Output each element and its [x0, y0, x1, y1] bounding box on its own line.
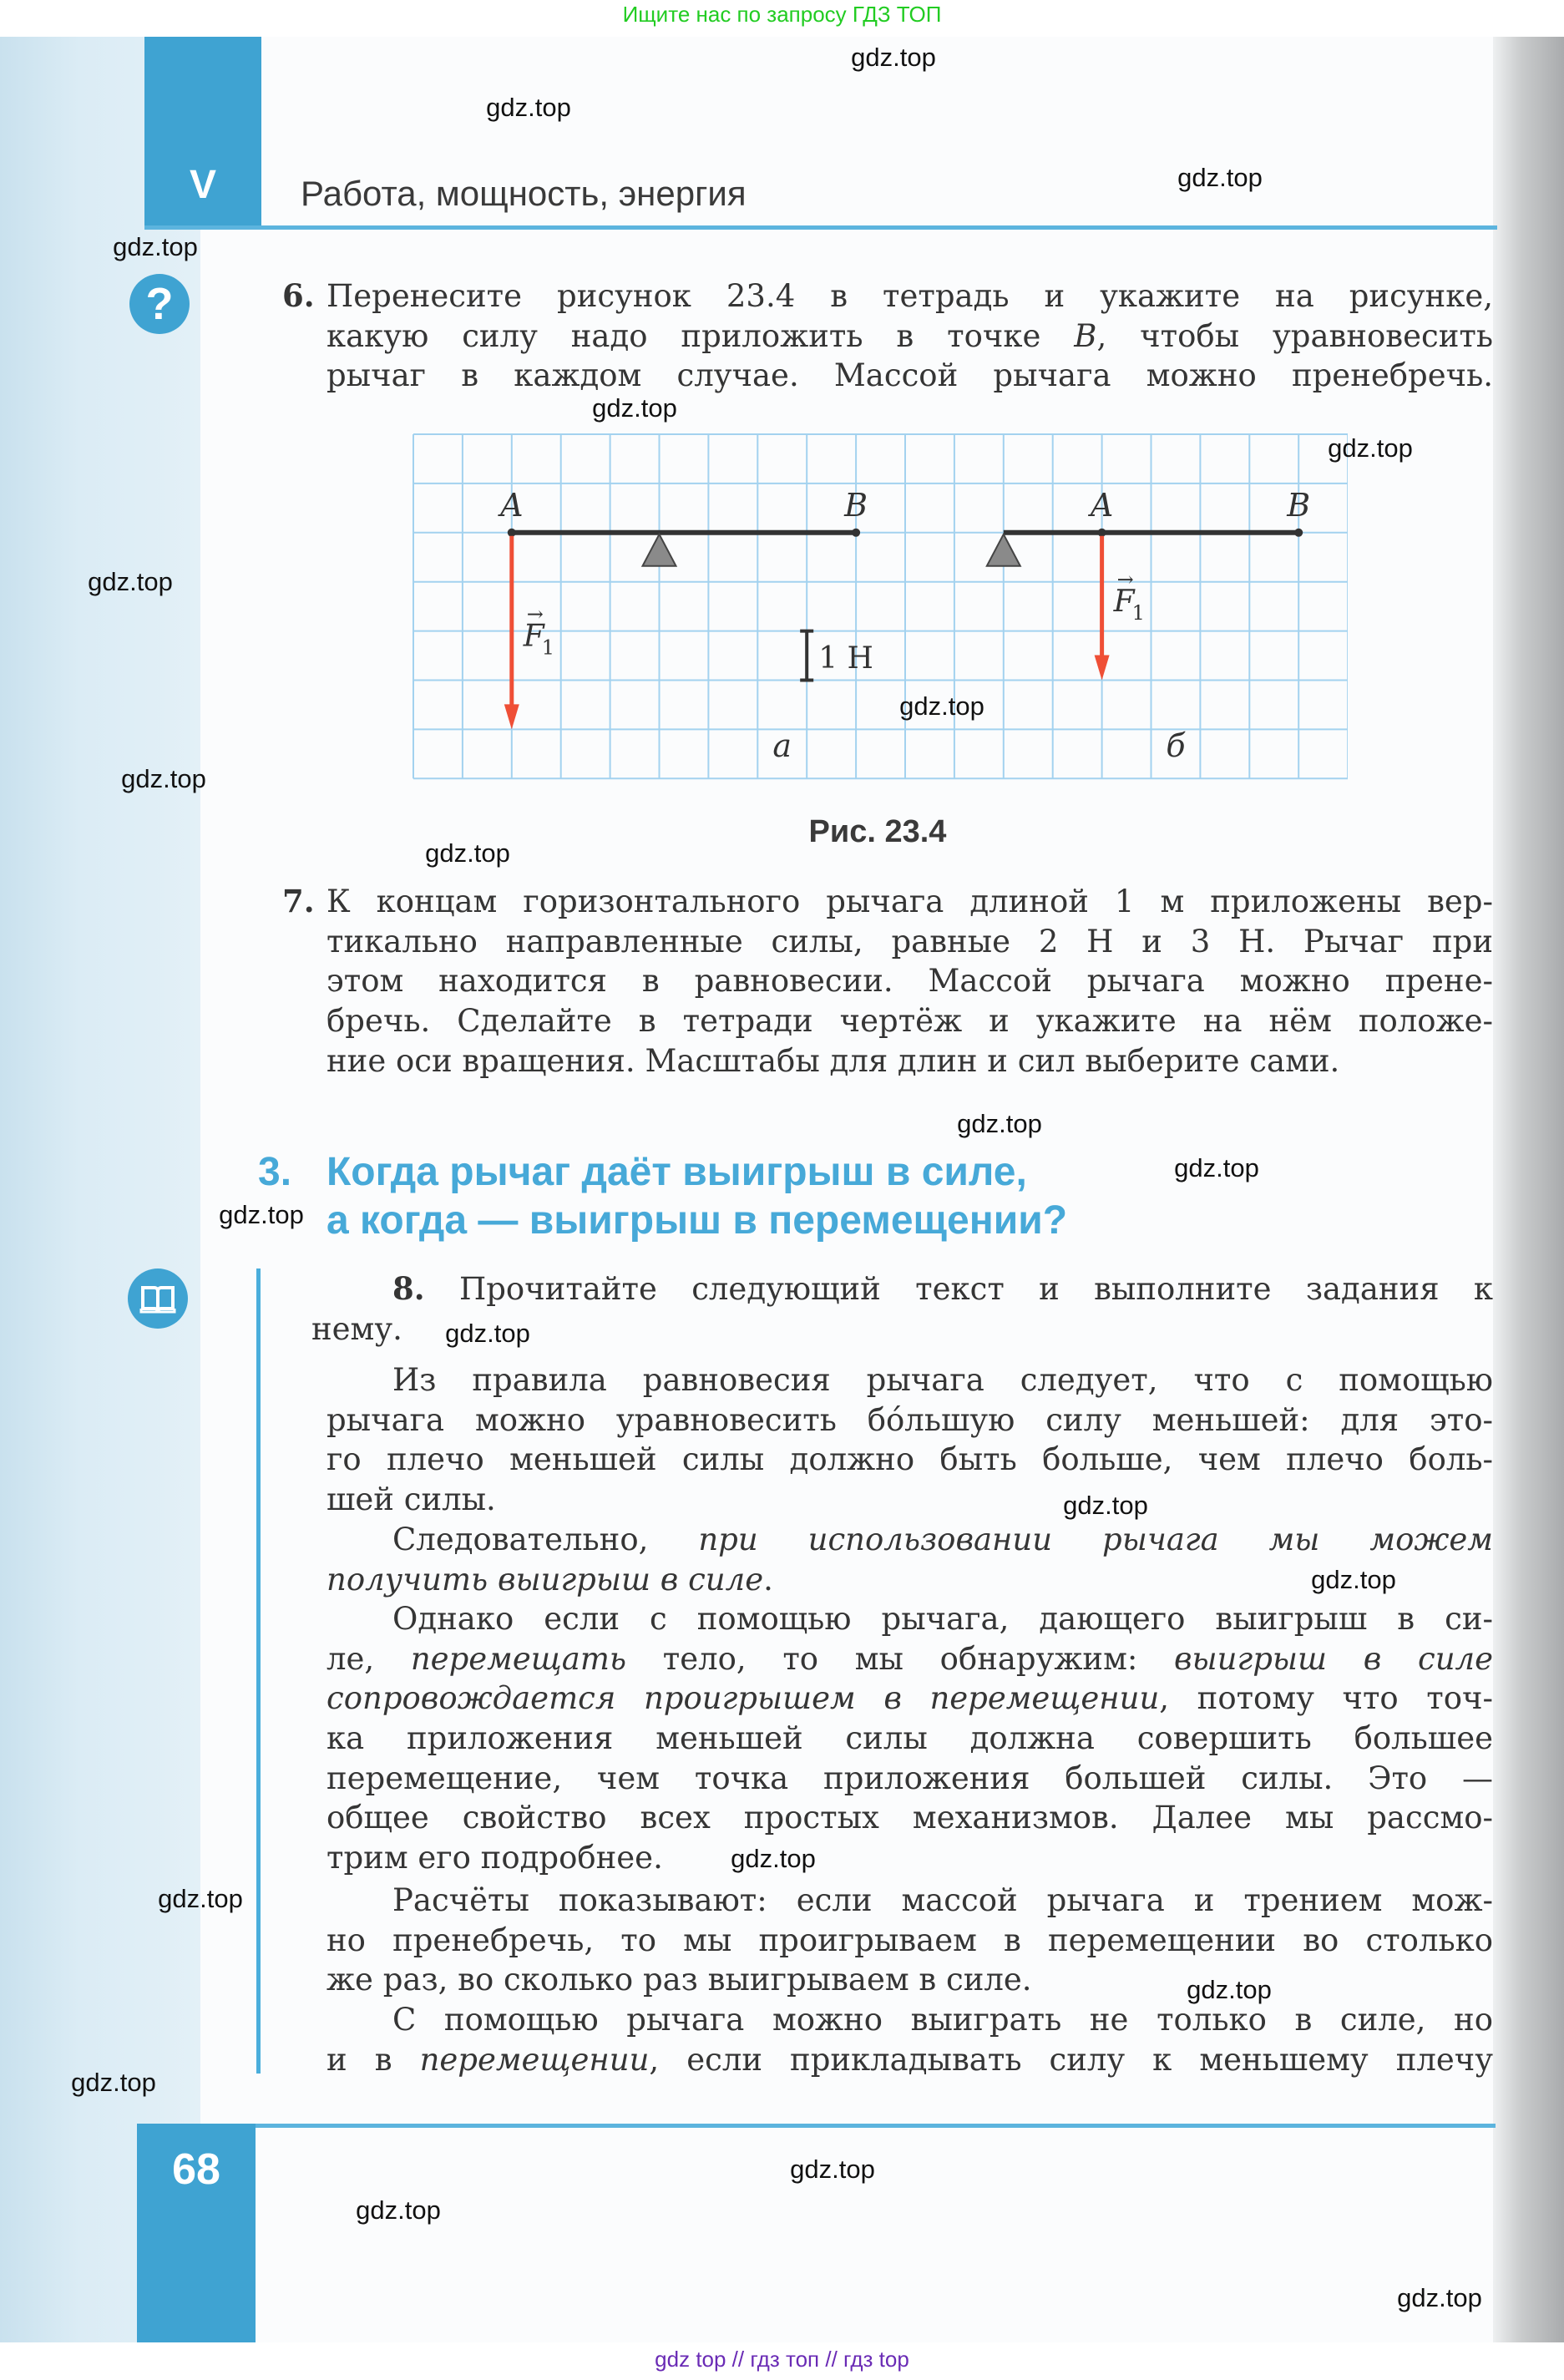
- vector-arrow-icon: →: [526, 602, 544, 626]
- text: общее свойство всех простых механизмов. Далее мы рассмо-: [326, 1800, 1493, 1836]
- watermark: gdz.top: [1063, 1491, 1148, 1520]
- figure-23-4-levers: [413, 433, 1348, 781]
- watermark: gdz.top: [113, 232, 198, 261]
- text-line: [326, 1400, 1493, 1441]
- text: Однако если с помощью рычага, дающего выигрыш в си-: [392, 1601, 1493, 1637]
- text-line: [326, 2040, 1493, 2080]
- text-line: [326, 1838, 1493, 1878]
- force-subscript: 1: [1131, 601, 1145, 625]
- watermark: gdz.top: [219, 1200, 304, 1229]
- watermark: gdz.top: [851, 43, 936, 72]
- question-7-number: 7.: [282, 883, 315, 919]
- text-line: [326, 1679, 1493, 1719]
- text-line: [326, 1639, 1493, 1679]
- text-line: [326, 1041, 1493, 1081]
- vector-arrow-icon: →: [1116, 568, 1134, 592]
- watermark: gdz.top: [1397, 2283, 1482, 2312]
- watermark: gdz.top: [356, 2195, 441, 2225]
- point-b-dot: [1294, 529, 1303, 537]
- force-arrow-head: [1095, 656, 1110, 681]
- watermark: gdz.top: [486, 93, 571, 122]
- section-number: 3.: [258, 1150, 292, 1194]
- force-label: F: [523, 619, 544, 654]
- text: .: [763, 1561, 773, 1598]
- footer-links: gdz top // гдз топ // гдз top: [655, 2347, 909, 2372]
- text: ле,: [326, 1640, 411, 1677]
- text: ка приложения меньшей силы должна совершить большее: [326, 1720, 1493, 1757]
- watermark: gdz.top: [88, 567, 173, 596]
- text: же раз, во сколько раз выигрываем в силе.: [326, 1962, 1032, 1998]
- text: , если прикладывать силу к меньшему плечу: [649, 2041, 1493, 2078]
- text-line: [326, 1360, 1493, 1400]
- question-8-text: Прочитайте следующий текст и выполните задания к: [458, 1271, 1493, 1307]
- point-a-dot: [508, 529, 516, 537]
- point-a-label: A: [1090, 486, 1114, 524]
- section-title-line-1: Когда рычаг даёт выигрыш в силе,: [326, 1150, 1027, 1194]
- text-line: [326, 1719, 1493, 1759]
- question-8-text-end: нему.: [311, 1310, 402, 1347]
- text-line: [326, 1001, 1493, 1041]
- section-title-line-2: а когда — выигрыш в перемещении?: [326, 1198, 1068, 1243]
- text: Расчёты показывают: если массой рычага и трением мож-: [392, 1882, 1493, 1918]
- text: тело, то мы обнаружим:: [626, 1640, 1175, 1677]
- paragraph-3: [326, 1599, 1493, 1878]
- text-line: [326, 1759, 1493, 1799]
- text: этом находится в равновесии. Массой рычага можно прене-: [326, 963, 1493, 1000]
- text: , чтобы уравновесить: [1096, 317, 1493, 354]
- chapter-number: V: [189, 163, 216, 207]
- force-arrow-head: [504, 704, 519, 729]
- header-divider: [144, 225, 1497, 230]
- text-line: [326, 276, 1493, 316]
- text: го плечо меньшей силы должно быть больше, чем плечо боль-: [326, 1441, 1493, 1478]
- italic-text: перемещать: [410, 1640, 627, 1677]
- text-line: [326, 882, 1493, 922]
- question-6-text: [326, 276, 1493, 396]
- watermark: gdz.top: [1311, 1565, 1396, 1594]
- watermark: gdz.top: [425, 838, 510, 868]
- italic-text: B: [1074, 317, 1097, 354]
- page-margin: [0, 37, 200, 2342]
- text-line: [326, 1480, 1493, 1520]
- text: С помощью рычага можно выиграть не только в силе, но: [392, 2002, 1493, 2038]
- text: рычага можно уравновесить бóльшую силу меньшей: для это-: [326, 1401, 1493, 1438]
- watermark: gdz.top: [158, 1884, 243, 1913]
- watermark: gdz.top: [71, 2068, 156, 2097]
- watermark: gdz.top: [1174, 1153, 1259, 1182]
- text: шей силы.: [326, 1481, 496, 1518]
- fulcrum-icon: [643, 534, 676, 566]
- text: Следовательно,: [392, 1522, 699, 1557]
- fulcrum-icon: [987, 534, 1020, 566]
- watermark: gdz.top: [445, 1319, 530, 1348]
- paragraph-4: [326, 1881, 1493, 2000]
- text-line: [326, 1921, 1493, 1961]
- text-line: [326, 316, 1493, 357]
- text-line: [326, 1440, 1493, 1480]
- italic-text: получить выигрыш в силе: [326, 1561, 764, 1598]
- chapter-title: Работа, мощность, энергия: [301, 174, 747, 213]
- point-b-label: B: [1287, 486, 1311, 524]
- watermark: gdz.top: [899, 691, 984, 721]
- text-line: [326, 1520, 1493, 1560]
- text: бречь. Сделайте в тетради чертёж и укажите на нём положе-: [326, 1003, 1493, 1040]
- force-subscript: 1: [541, 636, 555, 660]
- watermark: gdz.top: [1177, 163, 1263, 192]
- watermark: gdz.top: [1187, 1975, 1272, 2004]
- paragraph-5: [326, 2000, 1493, 2079]
- italic-text: выигрыш в силе: [1174, 1640, 1493, 1677]
- text-line: [326, 922, 1493, 962]
- text: какую силу надо приложить в точке: [326, 317, 1075, 354]
- watermark: gdz.top: [790, 2155, 875, 2184]
- paragraph-1: [326, 1360, 1493, 1520]
- panel-label: а: [772, 727, 792, 764]
- italic-text: при использовании рычага мы можем: [698, 1522, 1493, 1557]
- scale-label: 1 Н: [818, 641, 873, 676]
- point-b-dot: [852, 529, 860, 537]
- text-line: [326, 2000, 1493, 2040]
- text: трим его подробнее.: [326, 1840, 663, 1876]
- watermark: gdz.top: [731, 1844, 816, 1873]
- italic-text: сопровождается проигрышем в перемещении: [326, 1680, 1160, 1717]
- text: но пренебречь, то мы проигрываем в перемещении во столько: [326, 1922, 1493, 1958]
- search-hint-banner: Ищите нас по запросу ГДЗ ТОП: [622, 2, 942, 27]
- text-line: [326, 961, 1493, 1001]
- footer-divider: [256, 2124, 1496, 2128]
- text: рычаг в каждом случае. Массой рычага можно пренебречь.: [326, 357, 1493, 394]
- open-book-icon: [128, 1268, 188, 1329]
- question-circle-icon: ?: [129, 274, 190, 334]
- italic-text: перемещении: [419, 2041, 650, 2078]
- text: , потому что точ-: [1159, 1680, 1493, 1717]
- watermark: gdz.top: [121, 764, 206, 793]
- watermark: gdz.top: [1328, 433, 1413, 463]
- watermark: gdz.top: [957, 1109, 1042, 1138]
- text: К концам горизонтального рычага длиной 1 м приложены вер-: [326, 884, 1493, 919]
- text: перемещение, чем точка приложения большей силы. Это —: [326, 1760, 1493, 1796]
- text-line: [326, 1960, 1493, 2000]
- point-a-label: A: [500, 486, 524, 524]
- text-line: [326, 356, 1493, 396]
- panel-label: б: [1166, 727, 1186, 764]
- text: Из правила равновесия рычага следует, что с помощью: [392, 1362, 1493, 1398]
- figure-caption: Рис. 23.4: [808, 814, 947, 849]
- page-number: 68: [172, 2145, 220, 2194]
- point-a-dot: [1098, 529, 1106, 537]
- text: ние оси вращения. Масштабы для длин и сил выберите сами.: [326, 1042, 1340, 1079]
- question-8-number: 8.: [392, 1270, 425, 1307]
- text-line: [326, 1881, 1493, 1921]
- text-line: [326, 1798, 1493, 1838]
- text-line: [326, 1599, 1493, 1639]
- question-6-number: 6.: [282, 277, 315, 314]
- question-7-text: [326, 882, 1493, 1081]
- text: тикально направленные силы, равные 2 Н и 3 Н. Рычаг при: [326, 923, 1493, 960]
- reading-block-rule: [256, 1268, 261, 2074]
- text: и в: [326, 2041, 420, 2078]
- point-b-label: B: [844, 486, 868, 524]
- text: Перенесите рисунок 23.4 в тетрадь и укажите на рисунке,: [326, 278, 1493, 314]
- force-label: F: [1113, 585, 1135, 620]
- watermark: gdz.top: [592, 393, 677, 423]
- page-gutter-shadow: [1493, 37, 1564, 2342]
